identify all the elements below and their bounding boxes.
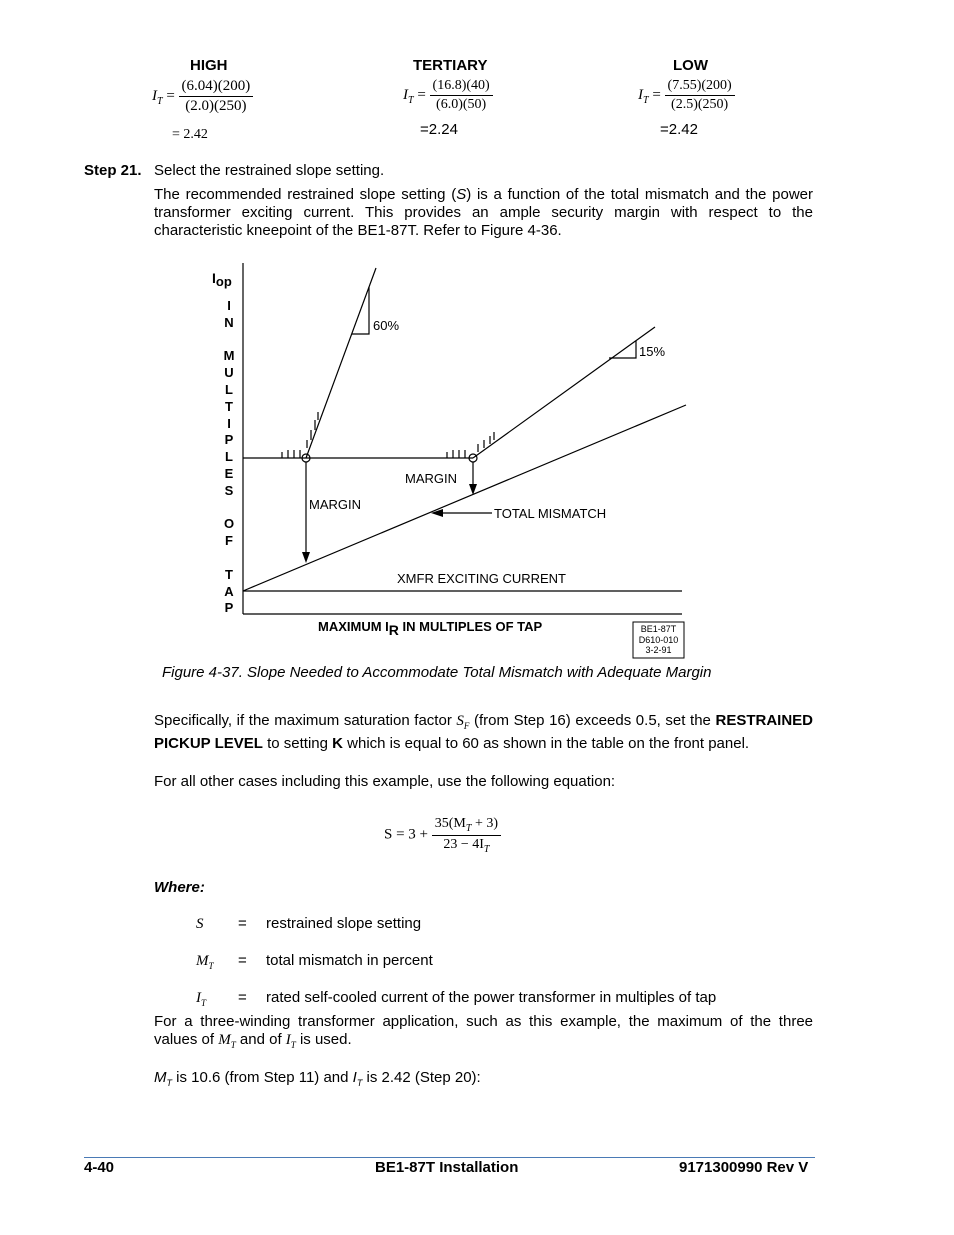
low-result: =2.42 bbox=[660, 121, 698, 138]
low-equation: $I_T$ = $\frac{(7.55)(200)}{(2.5)(250)}$ bbox=[638, 78, 735, 113]
figure-stamp: BE1-87T D610-010 3-2-91 bbox=[638, 624, 679, 655]
footer-page-number: 4-40 bbox=[84, 1159, 115, 1176]
figure-caption: Figure 4-37. Slope Needed to Accommodate Total Mismatch with Adequate Margin bbox=[162, 664, 712, 681]
total-mismatch-label: TOTAL MISMATCH bbox=[494, 506, 607, 521]
tertiary-result: =2.24 bbox=[420, 121, 458, 138]
low-numerator: (7.55)(200) bbox=[665, 78, 735, 96]
tertiary-heading: TERTIARY bbox=[413, 57, 488, 74]
tertiary-equation: $I_T$ = $\frac{(16.8)(40)}{(6.0)(50)}$ bbox=[403, 78, 493, 113]
slope-15-label: 15% bbox=[639, 344, 666, 359]
footer-doc-number: 9171300990 Rev V bbox=[679, 1159, 809, 1176]
high-numerator: (6.04)(200) bbox=[179, 78, 254, 97]
definition-mt: $M_T$ = total mismatch in percent bbox=[196, 952, 433, 971]
low-denominator: (2.5)(250) bbox=[671, 97, 729, 112]
step-title: Select the restrained slope setting. bbox=[154, 162, 385, 179]
definition-s: S = restrained slope setting bbox=[196, 915, 422, 932]
footer-rule bbox=[84, 1157, 815, 1158]
paragraph-three-winding: For a three-winding transformer application, such as this example, the maximum of the three values of $M_T$ and of $I_T$ is used. bbox=[154, 1013, 813, 1050]
margin-label-right: MARGIN bbox=[405, 471, 457, 486]
high-heading: HIGH bbox=[190, 57, 228, 74]
slope-60-label: 60% bbox=[373, 318, 400, 333]
slope-15-line bbox=[473, 327, 655, 458]
margin-label-left: MARGIN bbox=[309, 497, 361, 512]
paragraph-values: $M_T$ is 10.6 (from Step 11) and $I_T$ is 2.42 (Step 20): bbox=[154, 1069, 481, 1088]
low-heading: LOW bbox=[673, 57, 708, 74]
definition-it: $I_T$ = rated self-cooled current of the power transformer in multiples of tap bbox=[196, 989, 717, 1008]
footer-title: BE1-87T Installation bbox=[375, 1159, 519, 1176]
high-denominator: (2.0)(250) bbox=[185, 98, 247, 114]
tertiary-denominator: (6.0)(50) bbox=[436, 97, 487, 112]
paragraph-saturation: Specifically, if the maximum saturation factor $S_F$ (from Step 16) exceeds 0.5, set the RESTRAINED PICKUP LEVEL to setting K which is equal to 60 as shown in the table on the front panel. bbox=[154, 712, 813, 752]
step-label: Step 21. bbox=[84, 162, 142, 179]
y-axis-title: Iop bbox=[212, 270, 232, 289]
where-heading: Where: bbox=[154, 879, 205, 896]
y-axis-letters: I N M U L T I P L E S O F T A P bbox=[223, 298, 235, 616]
slope-60-line bbox=[306, 268, 376, 458]
high-equation: $I_T$ = $\frac{(6.04)(200)}{(2.0)(250)}$ bbox=[152, 78, 253, 115]
slope-equation: S = 3 + $\frac{35(M_T + 3)}{23 - 4I_T}$ bbox=[384, 816, 501, 855]
tertiary-numerator: (16.8)(40) bbox=[430, 78, 493, 96]
high-result: = 2.42 bbox=[172, 127, 208, 142]
x-axis-title: MAXIMUM IR IN MULTIPLES OF TAP bbox=[318, 619, 543, 638]
exciting-current-label: XMFR EXCITING CURRENT bbox=[397, 571, 566, 586]
step-paragraph: The recommended restrained slope setting (S) is a function of the total mismatch and the power transformer exciting current. This provides an ample security margin with respect to the characteristic kneepoint of the BE1-87T. Refer to Figure 4-36. bbox=[154, 186, 813, 239]
paragraph-other-cases: For all other cases including this example, use the following equation: bbox=[154, 773, 616, 790]
